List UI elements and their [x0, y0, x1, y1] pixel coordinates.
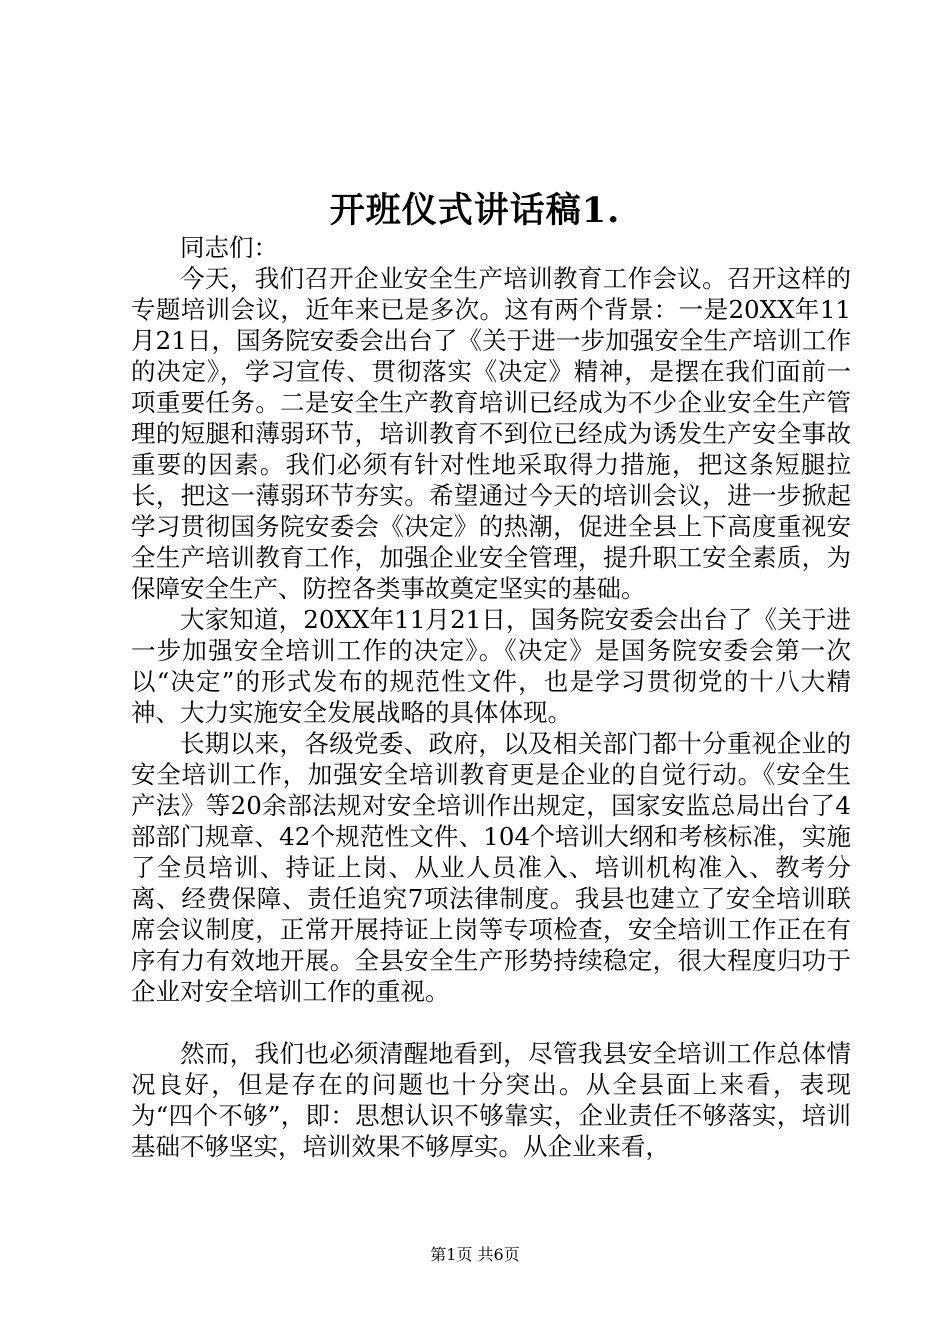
- page-footer: 第1页 共6页: [430, 1245, 520, 1264]
- salutation: 同志们：: [180, 233, 278, 262]
- document-body: [131, 232, 851, 1162]
- paragraph-3: 长期以来，各级党委、政府，以及相关部门都十分重视企业的安全培训工作，加强安全培训教育更是企业的自觉行动。《安全生产法》等20余部法规对安全培训作出规定，国家安监总局出台了4部部门规章、42个规范性文件、104个培训大纲和考核标准，实施了全员培训、持证上岗、从业人员准入、培训机构准入、教考分离、经费保障、责任追究7项法律制度。我县也建立了安全培训联席会议制度，正常开展持证上岗等专项检查，安全培训工作正在有序有力有效地开展。全县安全生产形势持续稳定，很大程度归功于企业对安全培训工作的重视。: [131, 729, 851, 1006]
- paragraph-1: 今天，我们召开企业安全生产培训教育工作会议。召开这样的专题培训会议，近年来已是多次。这有两个背景：一是20XX年11月21日，国务院安委会出台了《关于进一步加强安全生产培训工作的决定》，学习宣传、贯彻落实《决定》精神，是摆在我们面前一项重要任务。二是安全生产教育培训已经成为不少企业安全生产管理的短腿和薄弱环节，培训教育不到位已经成为诱发生产安全事故重要的因素。我们必须有针对性地采取得力措施，把这条短腿拉长，把这一薄弱环节夯实。希望通过今天的培训会议，进一步掀起学习贯彻国务院安委会《决定》的热潮，促进全县上下高度重视安全生产培训教育工作，加强企业安全管理，提升职工安全素质，为保障安全生产、防控各类事故奠定坚实的基础。: [131, 264, 851, 603]
- document-title: 开班仪式讲话稿1.: [329, 190, 621, 231]
- paragraph-4: 然而，我们也必须清醒地看到，尽管我县安全培训工作总体情况良好，但是存在的问题也十分突出。从全县面上来看，表现为“四个不够”，即：思想认识不够靠实，企业责任不够落实，培训基础不够坚实，培训效果不够厚实。从企业来看，: [131, 1039, 851, 1161]
- paragraph-2: 大家知道，20XX年11月21日，国务院安委会出台了《关于进一步加强安全培训工作的决定》。《决定》是国务院安委会第一次以“决定”的形式发布的规范性文件，也是学习贯彻党的十八大精神、大力实施安全发展战略的具体体现。: [131, 605, 851, 727]
